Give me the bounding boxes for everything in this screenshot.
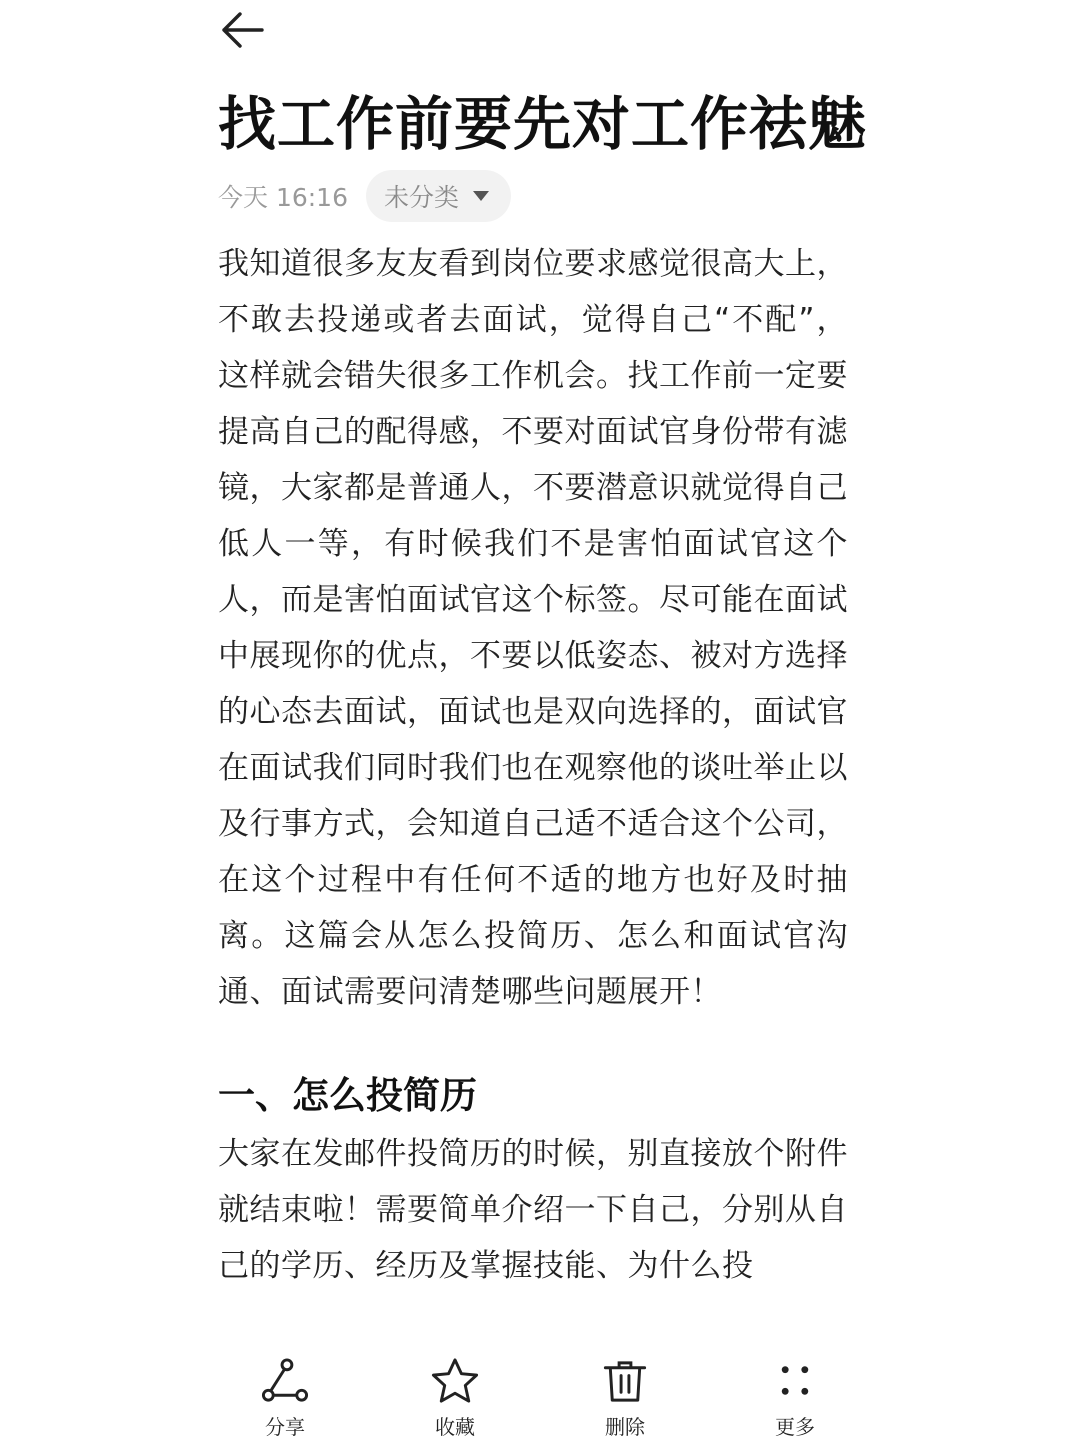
category-label: 未分类: [384, 183, 460, 212]
favorite-button[interactable]: [400, 1356, 510, 1440]
share-icon: [259, 1356, 311, 1407]
more-button[interactable]: [740, 1356, 850, 1440]
delete-button[interactable]: [570, 1356, 680, 1440]
section-paragraph: 大家在发邮件投简历的时候，别直接放个附件就结束啦！需要简单介绍一下自己，分别从自己的学历、经历及掌握技能、为什么投: [218, 1136, 848, 1284]
caret-down-icon: [473, 191, 489, 201]
star-icon: [429, 1356, 481, 1407]
note-title: 找工作前要先对工作祛魅: [218, 90, 868, 158]
note-time: 今天 16:16: [218, 183, 348, 212]
share-label: 分享: [265, 1415, 305, 1439]
section-heading: 一、怎么投简历: [218, 1074, 477, 1117]
more-dots-icon: [769, 1356, 821, 1407]
note-meta: [218, 170, 511, 222]
more-label: 更多: [775, 1415, 815, 1439]
back-button[interactable]: [214, 8, 270, 52]
note-body[interactable]: [218, 236, 848, 1342]
trash-icon: [599, 1356, 651, 1407]
bottom-toolbar: [0, 1342, 1080, 1440]
delete-label: 删除: [605, 1415, 645, 1439]
intro-paragraph: 我知道很多友友看到岗位要求感觉很高大上，不敢去投递或者去面试，觉得自己“不配”，这样就会错失很多工作机会。找工作前一定要提高自己的配得感，不要对面试官身份带有滤镜，大家都是普通人，不要潜意识就觉得自己低人一等，有时候我们不是害怕面试官这个人，而是害怕面试官这个标签。尽可能在面试中展现你的优点，不要以低姿态、被对方选择的心态去面试，面试也是双向选择的，面试官在面试我们同时我们也在观察他的谈吐举止以及行事方式，会知道自己适不适合这个公司，在这个过程中有任何不适的地方也好及时抽离。这篇会从怎么投简历、怎么和面试官沟通、面试需要问清楚哪些问题展开！: [218, 246, 848, 1010]
share-button[interactable]: [230, 1356, 340, 1440]
category-selector[interactable]: [366, 170, 511, 222]
arrow-left-icon: [218, 10, 266, 50]
favorite-label: 收藏: [435, 1415, 475, 1439]
